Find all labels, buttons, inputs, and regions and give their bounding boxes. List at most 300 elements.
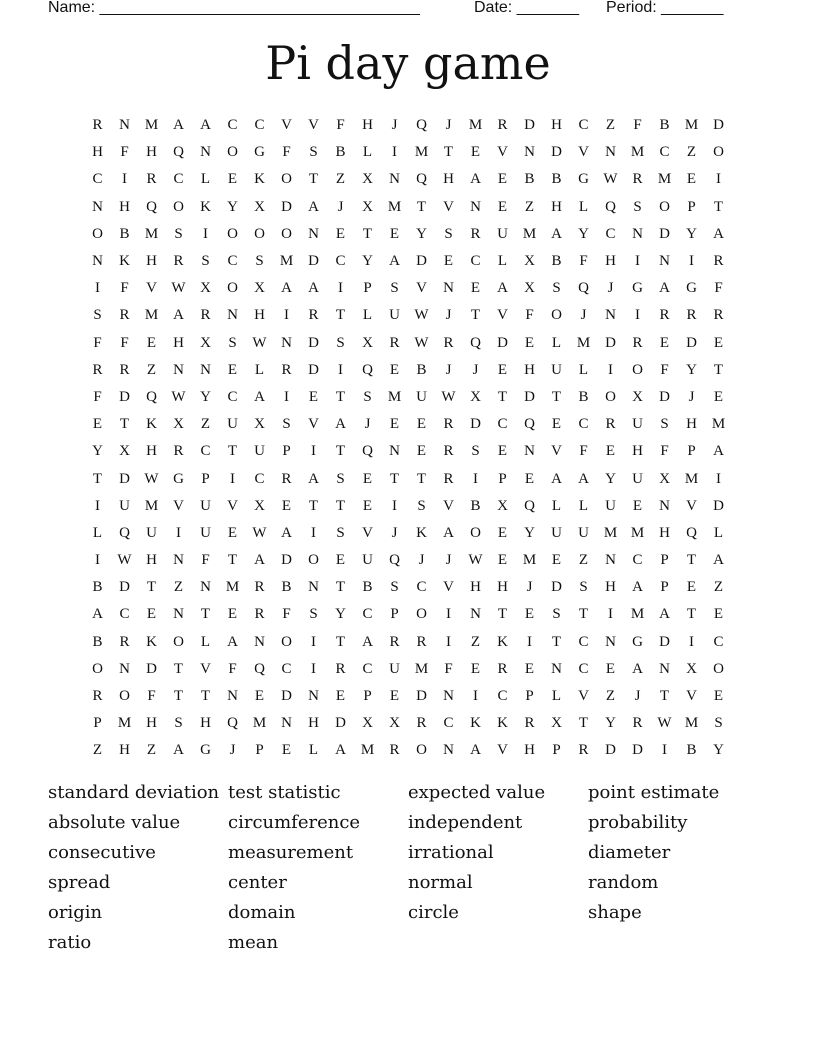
grid-letter: D [659,225,670,242]
grid-letter: C [605,225,616,242]
grid-letter: T [443,144,454,161]
grid-letter: G [578,171,589,188]
word-bank-item: expected value [408,782,546,803]
grid-letter: U [632,470,643,487]
grid-letter: U [389,660,400,677]
grid-letter: Q [119,524,130,541]
grid-letter: R [254,606,265,623]
grid-letter: E [227,606,238,623]
period-field: Period: _______ [606,0,724,16]
grid-letter: O [281,633,292,650]
grid-letter: A [713,552,724,569]
grid-letter: M [144,307,159,324]
grid-letter: E [227,524,238,541]
grid-letter: K [497,633,508,650]
grid-letter: I [473,470,478,487]
grid-letter: N [308,688,319,705]
grid-letter: H [200,715,211,732]
grid-letter: R [443,334,454,351]
grid-letter: O [227,225,238,242]
grid-letter: N [281,334,292,351]
grid-letter: Q [227,715,238,732]
grid-letter: B [335,144,346,161]
grid-letter: R [497,117,508,134]
grid-letter: O [281,171,292,188]
grid-letter: P [498,470,507,487]
grid-letter: J [472,361,479,378]
grid-letter: C [92,171,103,188]
grid-letter: L [578,198,589,215]
grid-letter: B [92,633,103,650]
grid-letter: C [254,470,265,487]
grid-letter: V [227,497,238,514]
grid-letter: R [119,361,130,378]
grid-letter: H [146,552,157,569]
grid-letter: B [362,579,373,596]
grid-letter: J [526,579,533,596]
worksheet-header [48,0,738,20]
grid-letter: Y [686,225,697,242]
grid-letter: C [578,633,589,650]
grid-letter: A [335,742,346,759]
grid-letter: M [522,225,537,242]
grid-letter: D [335,715,346,732]
grid-letter: N [443,742,454,759]
grid-letter: H [119,742,130,759]
grid-letter: A [497,280,508,297]
grid-letter: O [470,524,481,541]
grid-letter: L [497,253,508,270]
grid-letter: Q [470,334,481,351]
word-bank-item: domain [228,902,296,923]
grid-letter: M [630,144,645,161]
grid-letter: K [470,715,481,732]
grid-row [84,275,732,302]
grid-letter: D [524,388,535,405]
grid-letter: M [414,144,429,161]
grid-letter: X [551,715,562,732]
grid-letter: Z [173,579,184,596]
grid-row [84,139,732,166]
grid-letter: A [173,117,184,134]
grid-letter: W [117,552,132,569]
grid-letter: N [227,307,238,324]
grid-letter: S [336,524,345,541]
grid-letter: D [713,497,724,514]
grid-letter: I [392,497,397,514]
grid-letter: Y [524,524,535,541]
word-bank-item: spread [48,872,111,893]
grid-letter: L [92,524,103,541]
grid-letter: X [173,416,184,433]
grid-letter: X [254,280,265,297]
grid-letter: I [608,361,613,378]
grid-letter: T [416,198,427,215]
grid-letter: O [632,361,643,378]
grid-letter: W [414,307,429,324]
grid-letter: O [416,606,427,623]
grid-letter: E [389,361,400,378]
grid-letter: D [308,334,319,351]
grid-letter: V [443,497,454,514]
grid-letter: H [146,443,157,460]
grid-letter: I [311,633,316,650]
grid-letter: W [171,280,186,297]
grid-letter: C [227,117,238,134]
grid-letter: S [93,307,102,324]
grid-letter: C [173,171,184,188]
grid-letter: N [119,660,130,677]
grid-letter: J [445,117,452,134]
grid-letter: Q [146,198,157,215]
grid-letter: R [443,443,454,460]
grid-letter: T [713,198,724,215]
grid-letter: H [146,715,157,732]
grid-letter: T [578,715,589,732]
grid-letter: A [551,470,562,487]
grid-letter: V [497,742,508,759]
grid-letter: U [227,416,238,433]
grid-letter: E [389,225,400,242]
grid-letter: R [281,361,292,378]
grid-letter: I [311,443,316,460]
grid-letter: Q [578,280,589,297]
grid-letter: O [659,198,670,215]
grid-letter: J [607,280,614,297]
grid-letter: C [578,117,589,134]
grid-letter: I [122,171,127,188]
grid-letter: S [471,443,480,460]
grid-letter: V [686,497,697,514]
grid-letter: B [416,361,427,378]
grid-letter: R [524,715,535,732]
grid-letter: E [335,552,346,569]
grid-letter: E [497,171,508,188]
grid-letter: V [578,688,589,705]
grid-letter: I [689,633,694,650]
grid-letter: B [551,253,562,270]
grid-letter: O [308,552,319,569]
grid-letter: S [579,579,588,596]
grid-letter: G [254,144,265,161]
grid-letter: J [634,688,641,705]
grid-letter: R [308,307,319,324]
grid-letter: Z [713,579,724,596]
grid-letter: F [660,361,669,378]
grid-letter: U [632,416,643,433]
grid-letter: J [688,388,695,405]
grid-letter: R [443,416,454,433]
grid-letter: S [660,416,669,433]
grid-letter: T [200,688,211,705]
grid-letter: M [279,253,294,270]
grid-letter: T [227,552,238,569]
grid-letter: V [362,524,373,541]
grid-letter: N [389,171,400,188]
grid-letter: E [659,334,670,351]
grid-letter: A [632,660,643,677]
grid-letter: C [713,633,724,650]
grid-letter: E [713,606,724,623]
grid-letter: Z [200,416,211,433]
grid-letter: I [392,144,397,161]
grid-letter: H [632,443,643,460]
grid-letter: F [336,117,345,134]
grid-row [84,248,732,275]
grid-letter: C [362,606,373,623]
grid-letter: D [659,633,670,650]
grid-letter: N [605,144,616,161]
grid-letter: C [443,715,454,732]
grid-letter: O [92,660,103,677]
grid-letter: U [551,524,562,541]
grid-letter: P [201,470,210,487]
grid-letter: F [120,280,129,297]
grid-letter: F [228,660,237,677]
grid-letter: Y [416,225,427,242]
grid-letter: H [173,334,184,351]
grid-letter: D [119,470,130,487]
grid-letter: B [686,742,697,759]
grid-letter: W [252,334,267,351]
grid-letter: V [146,280,157,297]
grid-letter: O [416,742,427,759]
grid-letter: K [119,253,130,270]
grid-letter: D [308,253,319,270]
grid-letter: W [144,470,159,487]
grid-letter: A [173,742,184,759]
grid-letter: Z [605,117,616,134]
grid-letter: E [227,171,238,188]
grid-letter: Z [92,742,103,759]
grid-letter: A [254,388,265,405]
grid-letter: E [713,334,724,351]
grid-letter: F [282,144,291,161]
grid-letter: C [362,660,373,677]
grid-letter: A [227,633,238,650]
grid-letter: U [254,443,265,460]
grid-letter: E [416,443,427,460]
grid-letter: U [389,307,400,324]
grid-letter: E [146,334,157,351]
grid-letter: X [524,280,535,297]
grid-letter: V [416,280,427,297]
grid-letter: V [551,443,562,460]
word-bank-item: absolute value [48,812,181,833]
grid-letter: F [120,334,129,351]
grid-letter: Q [362,361,373,378]
grid-letter: T [227,443,238,460]
grid-letter: D [713,117,724,134]
grid-letter: P [255,742,264,759]
grid-letter: A [308,280,319,297]
grid-letter: H [470,579,481,596]
grid-letter: A [92,606,103,623]
grid-letter: N [659,660,670,677]
grid-letter: N [605,307,616,324]
grid-letter: E [497,361,508,378]
grid-letter: A [254,552,265,569]
grid-letter: H [659,524,670,541]
grid-letter: Q [524,497,535,514]
grid-letter: Z [335,171,346,188]
word-bank-item: shape [588,902,642,923]
grid-letter: E [470,144,481,161]
grid-letter: N [281,715,292,732]
grid-letter: S [552,606,561,623]
grid-letter: I [635,307,640,324]
grid-letter: P [363,280,372,297]
grid-letter: N [659,253,670,270]
grid-letter: Y [227,198,238,215]
grid-letter: N [200,144,211,161]
grid-letter: D [605,334,616,351]
grid-letter: U [362,552,373,569]
grid-letter: L [254,361,265,378]
grid-letter: N [173,606,184,623]
grid-letter: S [552,280,561,297]
word-bank-item: diameter [588,842,671,863]
word-bank-item: probability [588,812,688,833]
grid-letter: B [551,171,562,188]
grid-letter: H [686,416,697,433]
grid-letter: X [200,334,211,351]
grid-letter: N [308,225,319,242]
grid-letter: I [230,470,235,487]
grid-letter: T [335,497,346,514]
grid-letter: C [254,117,265,134]
grid-letter: M [117,715,132,732]
grid-letter: B [524,171,535,188]
grid-letter: Z [578,552,589,569]
grid-letter: R [281,470,292,487]
grid-letter: R [578,742,589,759]
grid-letter: E [686,171,697,188]
grid-letter: F [147,688,156,705]
grid-letter: U [416,388,427,405]
grid-letter: Q [605,198,616,215]
grid-letter: R [92,117,103,134]
grid-letter: O [173,633,184,650]
grid-letter: I [635,253,640,270]
grid-letter: R [605,416,616,433]
grid-letter: Z [146,742,157,759]
grid-letter: T [335,633,346,650]
grid-letter: Y [605,470,616,487]
grid-letter: A [659,280,670,297]
grid-letter: F [579,253,588,270]
grid-letter: I [446,633,451,650]
grid-letter: N [200,361,211,378]
grid-letter: Q [416,171,427,188]
grid-letter: X [524,253,535,270]
grid-letter: Y [200,388,211,405]
grid-letter: O [605,388,616,405]
grid-letter: U [497,225,508,242]
grid-letter: O [713,144,724,161]
grid-letter: J [391,117,398,134]
grid-letter: Q [524,416,535,433]
grid-letter: A [659,606,670,623]
grid-letter: B [119,225,130,242]
grid-letter: D [119,388,130,405]
grid-letter: M [387,388,402,405]
grid-letter: E [497,552,508,569]
grid-letter: N [605,633,616,650]
grid-letter: M [657,171,672,188]
grid-letter: O [227,280,238,297]
grid-letter: E [470,660,481,677]
grid-letter: H [443,171,454,188]
grid-letter: M [630,524,645,541]
grid-letter: Q [146,388,157,405]
grid-letter: O [281,225,292,242]
grid-letter: R [389,742,400,759]
grid-letter: T [686,606,697,623]
grid-letter: A [713,225,724,242]
grid-letter: M [225,579,240,596]
grid-letter: X [254,198,265,215]
grid-letter: I [716,470,721,487]
grid-letter: H [146,144,157,161]
grid-letter: P [687,443,696,460]
grid-letter: E [524,470,535,487]
word-bank [48,778,768,958]
word-bank-item: normal [408,872,473,893]
grid-letter: N [200,579,211,596]
word-bank-item: origin [48,902,103,923]
grid-letter: I [95,280,100,297]
grid-letter: N [470,606,481,623]
grid-row [84,221,732,248]
grid-letter: H [254,307,265,324]
grid-letter: O [713,660,724,677]
grid-letter: C [632,552,643,569]
grid-letter: E [227,361,238,378]
grid-letter: T [173,688,184,705]
grid-letter: O [254,225,265,242]
grid-letter: D [281,688,292,705]
grid-letter: K [497,715,508,732]
grid-letter: V [443,579,454,596]
word-bank-item: ratio [48,932,92,953]
grid-letter: R [200,307,211,324]
grid-letter: J [418,552,425,569]
grid-letter: N [254,633,265,650]
grid-letter: A [335,416,346,433]
grid-letter: N [389,443,400,460]
grid-letter: S [174,225,183,242]
grid-row [84,493,732,520]
grid-letter: H [146,253,157,270]
grid-letter: A [632,579,643,596]
grid-letter: I [608,606,613,623]
grid-letter: C [335,253,346,270]
grid-letter: T [497,606,508,623]
word-bank-item: independent [408,812,523,833]
grid-letter: W [252,524,267,541]
grid-letter: E [335,225,346,242]
grid-letter: C [227,253,238,270]
grid-letter: F [93,388,102,405]
grid-letter: I [176,524,181,541]
grid-letter: C [119,606,130,623]
word-search-grid [84,112,732,765]
grid-letter: B [470,497,481,514]
grid-letter: M [576,334,591,351]
grid-letter: E [713,388,724,405]
grid-row [84,465,732,492]
